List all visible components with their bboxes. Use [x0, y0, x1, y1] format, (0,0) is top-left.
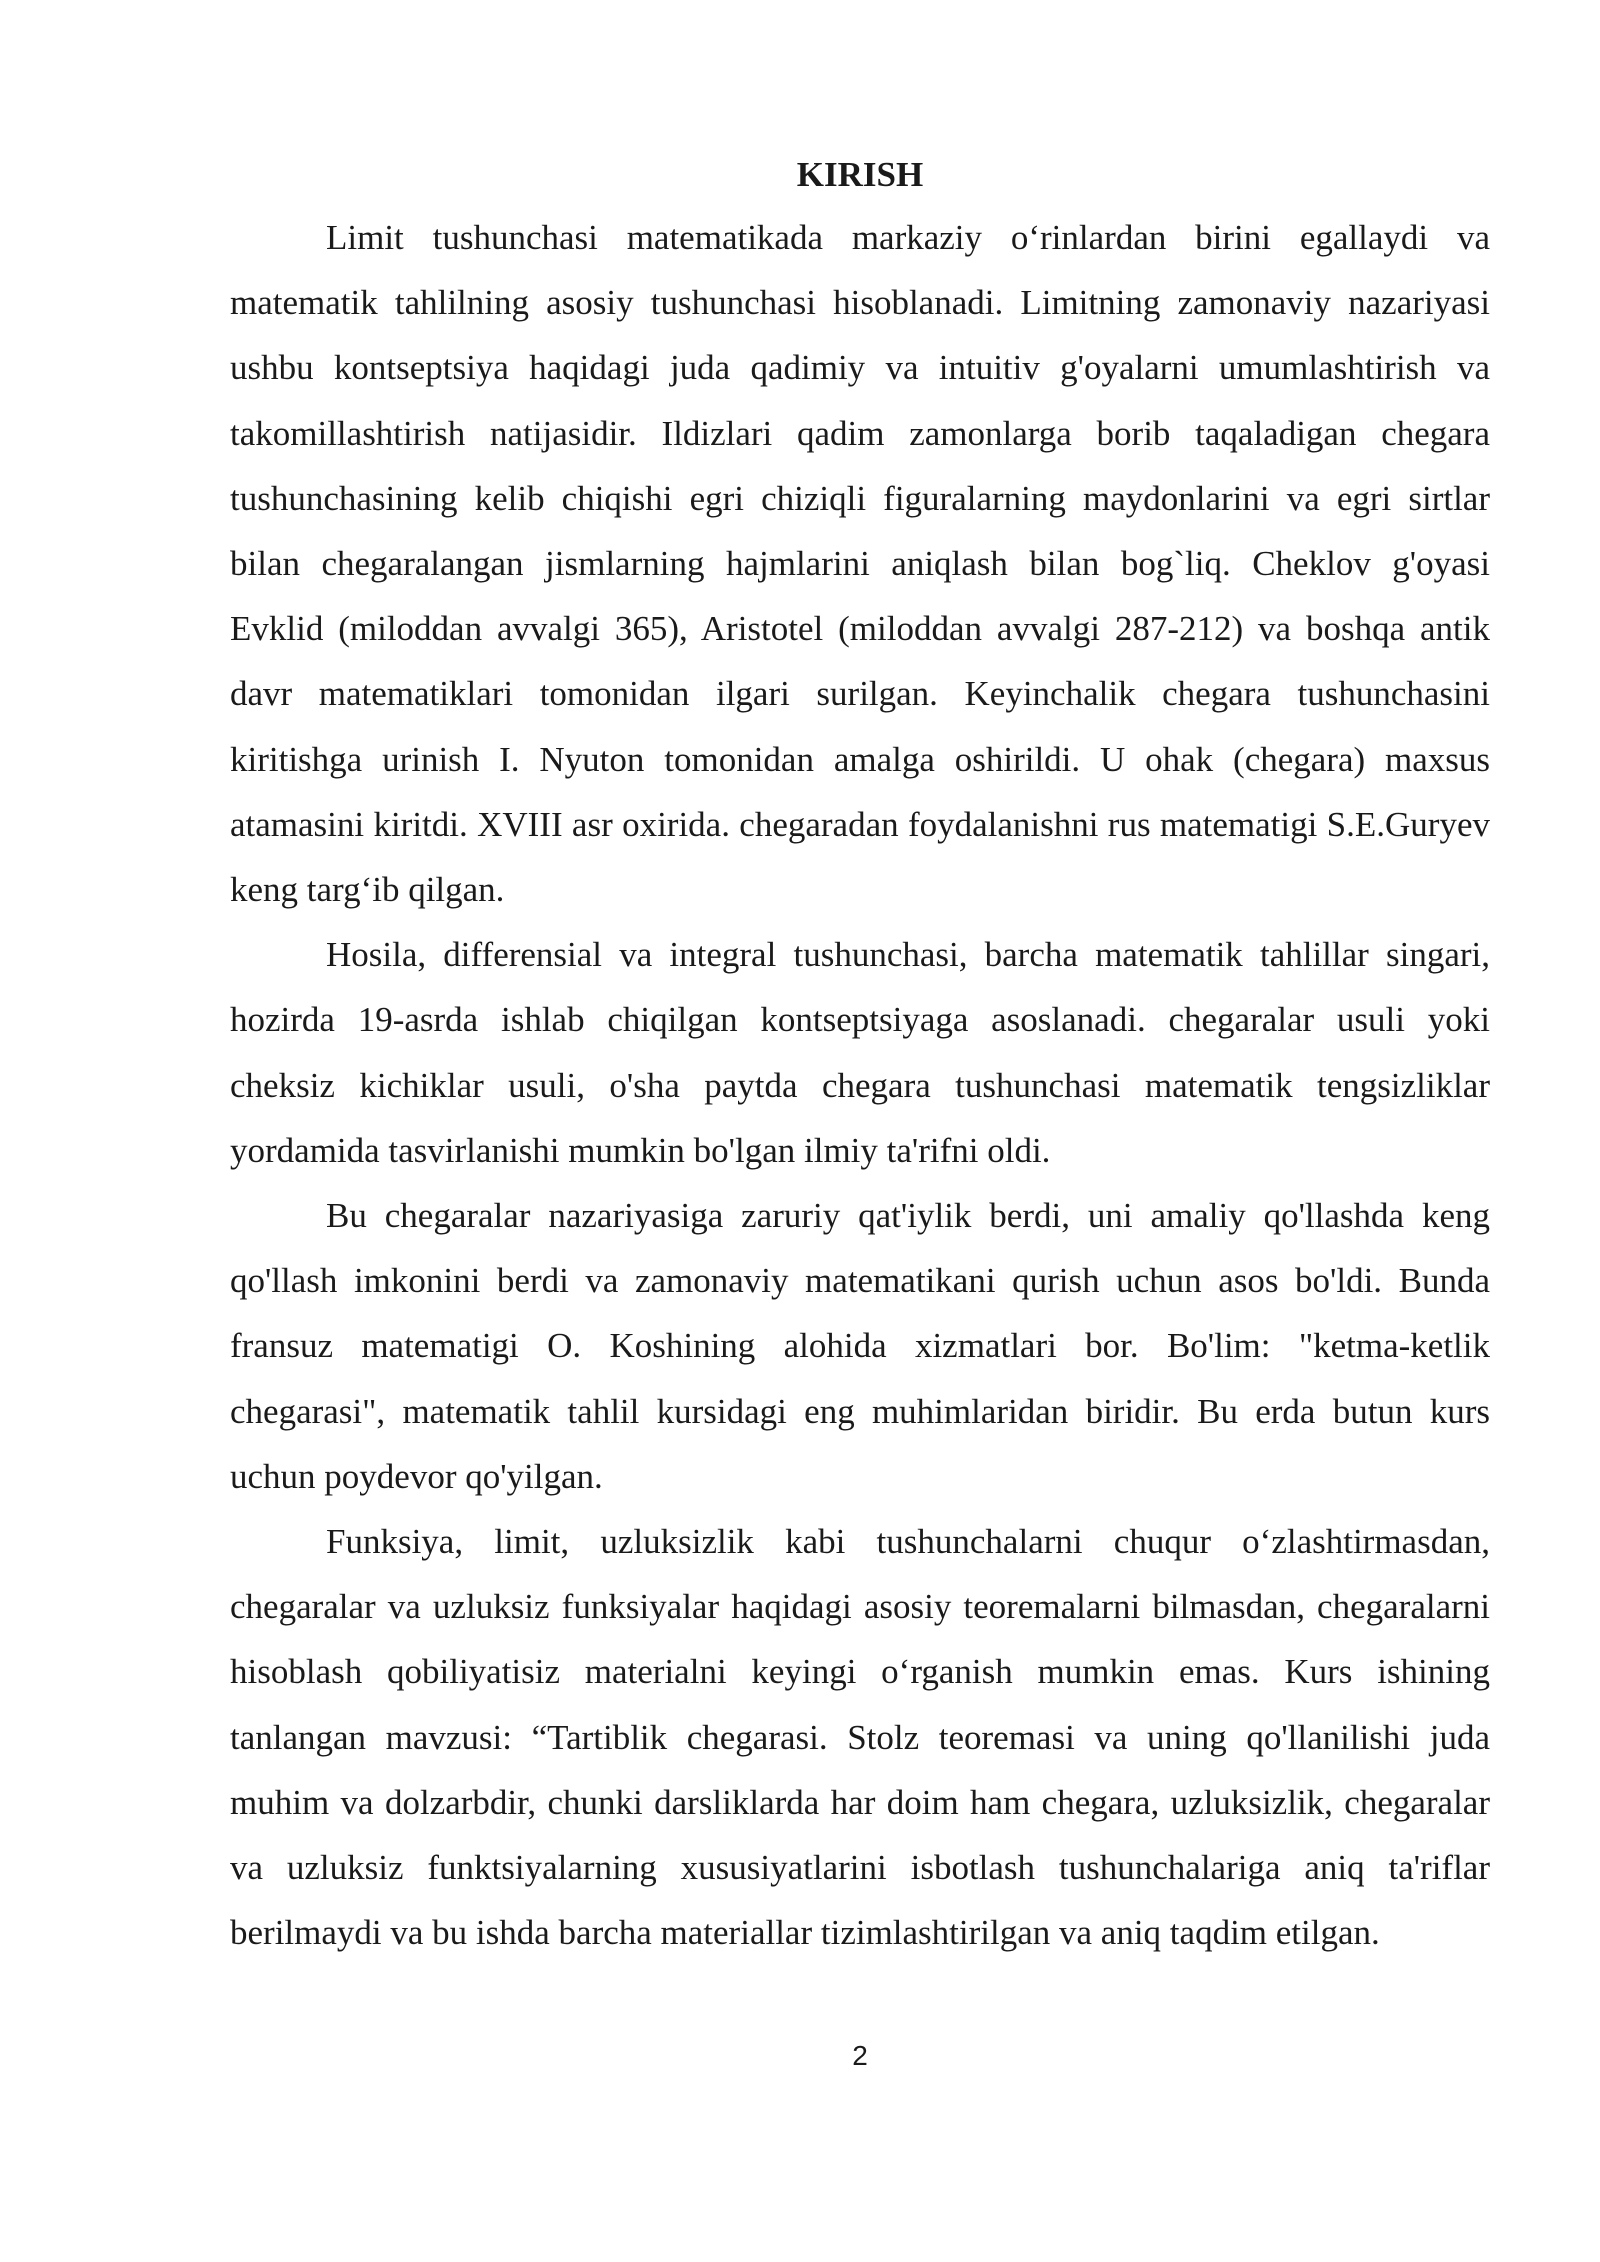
page-content — [230, 145, 1490, 1965]
paragraph-4: Funksiya, limit, uzluksizlik kabi tushunchalarni chuqur o‘zlashtirmasdan, chegaralar va uzluksiz funksiyalar haqidagi asosiy teoremalarni bilmasdan, chegaralarni hisoblash qobiliyatisiz materialni keyingi o‘rganish mumkin emas. Kurs ishining tanlangan mavzusi: “Tartiblik chegarasi. Stolz teoremasi va uning qo'llanilishi juda muhim va dolzarbdir, chunki darsliklarda har doim ham chegara, uzluksizlik, chegaralar va uzluksiz funktsiyalarning xususiyatlarini isbotlash tushunchalariga aniq ta'riflar berilmaydi va bu ishda barcha materiallar tizimlashtirilgan va aniq taqdim etilgan. — [230, 1522, 1490, 1953]
paragraph-1: Limit tushunchasi matematikada markaziy o‘rinlardan birini egallaydi va matematik tahlilning asosiy tushunchasi hisoblanadi. Limitning zamonaviy nazariyasi ushbu kontseptsiya haqidagi juda qadimiy va intuitiv g'oyalarni umumlashtirish va takomillashtirish natijasidir. Ildizlari qadim zamonlarga borib taqaladigan chegara tushunchasining kelib chiqishi egri chiziqli figuralarning maydonlarini va egri sirtlar bilan chegaralangan jismlarning hajmlarini aniqlash bilan bog`liq. Cheklov g'oyasi Evklid (miloddan avvalgi 365), Aristotel (miloddan avvalgi 287-212) va boshqa antik davr matematiklari tomonidan ilgari surilgan. Keyinchalik chegara tushunchasini kiritishga urinish I. Nyuton tomonidan amalga oshirildi. U ohak (chegara) maxsus atamasini kiritdi. XVIII asr oxirida. chegaradan foydalanishni rus matematigi S.E.Guryev keng targ‘ib qilgan. — [230, 218, 1490, 910]
page-number: 2 — [852, 2040, 868, 2071]
page-title: KIRISH — [796, 155, 924, 194]
paragraph-3: Bu chegaralar nazariyasiga zaruriy qat'iylik berdi, uni amaliy qo'llashda keng qo'llash imkonini berdi va zamonaviy matematikani qurish uchun asos bo'ldi. Bunda fransuz matematigi O. Koshining alohida xizmatlari bor. Bo'lim: "ketma-ketlik chegarasi", matematik tahlil kursidagi eng muhimlaridan biridir. Bu erda butun kurs uchun poydevor qo'yilgan. — [230, 1196, 1490, 1496]
paragraph-2: Hosila, differensial va integral tushunchasi, barcha matematik tahlillar singari, hozirda 19-asrda ishlab chiqilgan kontseptsiyaga asoslanadi. chegaralar usuli yoki cheksiz kichiklar usuli, o'sha paytda chegara tushunchasi matematik tengsizliklar yordamida tasvirlanishi mumkin bo'lgan ilmiy ta'rifni oldi. — [230, 935, 1490, 1170]
